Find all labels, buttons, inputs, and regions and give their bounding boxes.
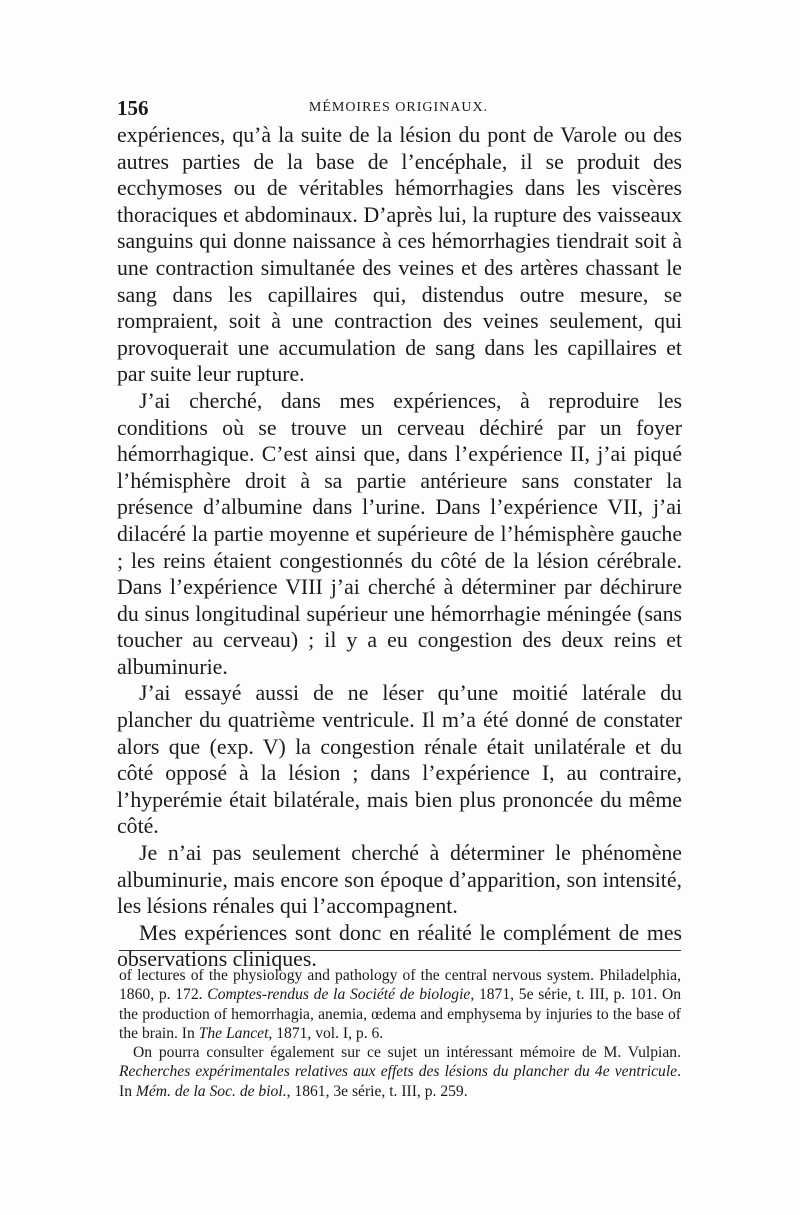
- footnote-text: . In: [119, 1063, 681, 1100]
- footnote-separator: [119, 950, 681, 951]
- paragraph: expériences, qu’à la suite de la lésion du pont de Varole ou des autres parties de la base de l’encéphale, il se produit des ecchymoses ou de véritables hémorrhagies dans les viscères thoraciques et abdominaux. D’après lui, la rupture des vaisseaux sanguins qui donne naissance à ces hémorrhagies tiendrait soit à une contraction simultanée des veines et des artères chassant le sang dans les capillaires qui, distendus outre mesure, se rompraient, soit à une contraction des veines seulement, qui provoquerait une accumulation de sang dans les capillaires et par suite leur rupture.: [117, 123, 682, 387]
- footnote-text: , 1871, 5e série, t. III, p. 101. On the production of hemorrhagia, anemia, œdema and emphysema by injuries to the base of the brain. In: [119, 986, 682, 1042]
- main-text: [117, 122, 682, 973]
- paragraph: J’ai cherché, dans mes expériences, à reproduire les conditions où se trouve un cerveau déchiré par un foyer hémorrhagique. C’est ainsi que, dans l’expérience II, j’ai piqué l’hémisphère droit à sa partie antérieure sans constater la présence d’albumine dans l’urine. Dans l’expérience VII, j’ai dilacéré la partie moyenne et supérieure de l’hémisphère gauche ; les reins étaient congestionnés du côté de la lésion cérébrale. Dans l’expérience VIII j’ai cherché à déterminer par déchirure du sinus longitudinal supérieur une hémorrhagie méningée (sans toucher au cerveau) ; il y a eu congestion des deux reins et albuminurie.: [117, 388, 682, 679]
- page-number: 156: [117, 96, 149, 120]
- footnotes: [119, 966, 681, 1101]
- footnote-text: , 1871, vol. I, p. 6.: [268, 1024, 384, 1042]
- footnote-text: On pourra consulter également sur ce sujet un intéressant mémoire de M. Vulpian.: [133, 1044, 681, 1062]
- footnote-title: Recherches expérimentales relatives aux effets des lésions du plancher du 4e ventricule: [119, 1063, 678, 1081]
- footnote-text: of lectures of the physiology and pathology of the central nervous system. Philadelphia, 1860, p. 172.: [119, 967, 681, 1004]
- paragraph: Mes expériences sont donc en réalité le complément de mes observations cliniques.: [117, 920, 682, 972]
- footnote-title: Comptes-rendus de la Société de biologie: [207, 986, 471, 1004]
- footnote-title: The Lancet: [198, 1024, 269, 1042]
- footnote-title: Mém. de la Soc. de biol.: [135, 1082, 287, 1100]
- running-head: MÉMOIRES ORIGINAUX.: [308, 100, 489, 115]
- paragraph: Je n’ai pas seulement cherché à déterminer le phénomène albuminurie, mais encore son époque d’apparition, son intensité, les lésions rénales qui l’accompagnent.: [117, 841, 682, 919]
- paragraph: J’ai essayé aussi de ne léser qu’une moitié latérale du plancher du quatrième ventricule. Il m’a été donné de constater alors que (exp. V) la congestion rénale était unilatérale et du côté opposé à la lésion ; dans l’expérience I, au contraire, l’hyperémie était bilatérale, mais bien plus prononcée du même côté.: [117, 681, 682, 839]
- footnote: [119, 966, 681, 1043]
- footnote-text: , 1861, 3e série, t. III, p. 259.: [286, 1082, 468, 1100]
- footnote: [119, 1043, 681, 1101]
